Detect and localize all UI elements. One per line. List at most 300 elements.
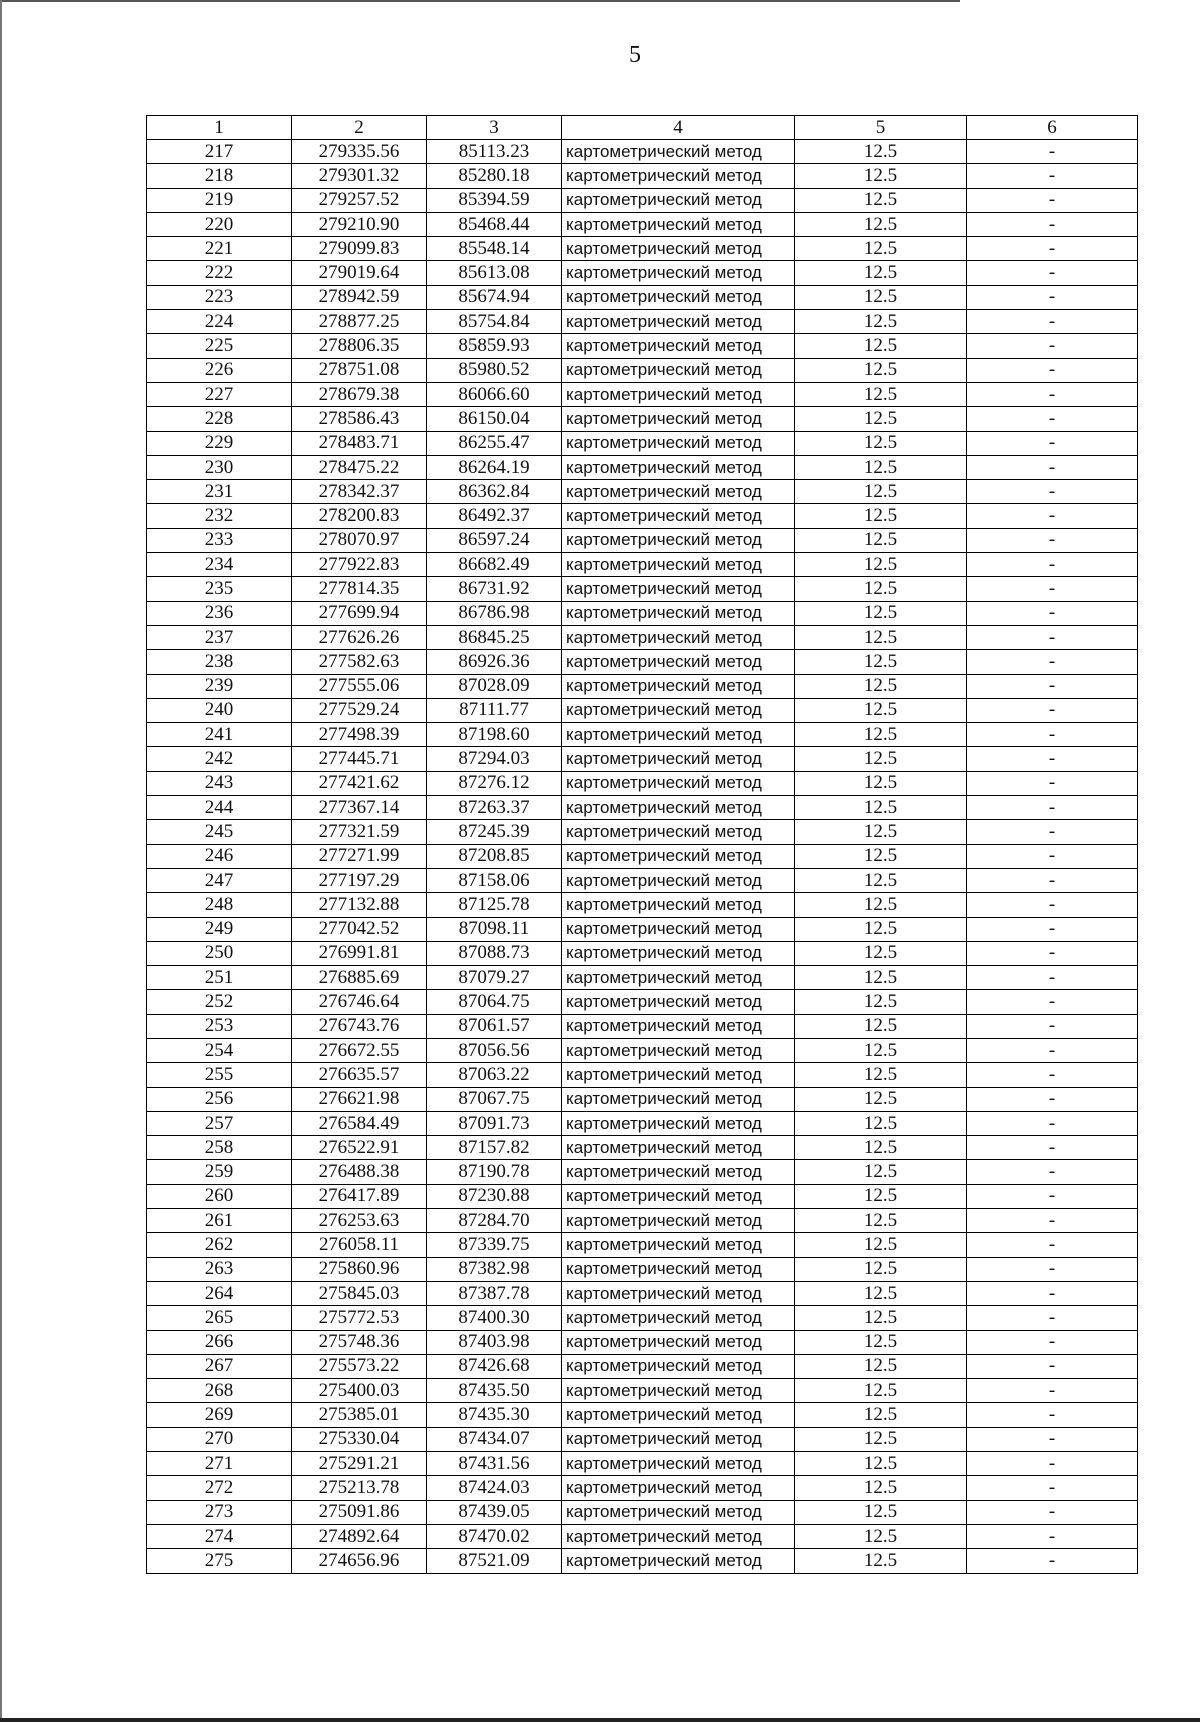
y-coordinate-cell: 86492.37 [427,504,562,528]
y-coordinate-cell: 87403.98 [427,1330,562,1354]
description-cell: - [967,504,1138,528]
method-cell: картометрический метод [562,188,795,212]
method-cell: картометрический метод [562,1281,795,1305]
table-row [147,650,1138,674]
accuracy-cell: 12.5 [795,917,967,941]
accuracy-cell: 12.5 [795,844,967,868]
point-number-cell: 267 [147,1354,292,1378]
column-header-3: 3 [427,116,562,140]
method-cell: картометрический метод [562,1500,795,1524]
point-number-cell: 230 [147,455,292,479]
table-row [147,528,1138,552]
accuracy-cell: 12.5 [795,261,967,285]
point-number-cell: 270 [147,1427,292,1451]
method-cell: картометрический метод [562,1403,795,1427]
y-coordinate-cell: 85468.44 [427,212,562,236]
description-cell: - [967,1038,1138,1062]
x-coordinate-cell: 276522.91 [292,1136,427,1160]
x-coordinate-cell: 276885.69 [292,966,427,990]
accuracy-cell: 12.5 [795,1379,967,1403]
description-cell: - [967,1257,1138,1281]
accuracy-cell: 12.5 [795,990,967,1014]
method-cell: картометрический метод [562,893,795,917]
accuracy-cell: 12.5 [795,698,967,722]
description-cell: - [967,261,1138,285]
method-cell: картометрический метод [562,431,795,455]
accuracy-cell: 12.5 [795,1476,967,1500]
accuracy-cell: 12.5 [795,358,967,382]
point-number-cell: 226 [147,358,292,382]
table-row [147,1233,1138,1257]
description-cell: - [967,990,1138,1014]
point-number-cell: 242 [147,747,292,771]
description-cell: - [967,1209,1138,1233]
method-cell: картометрический метод [562,1136,795,1160]
table-row [147,1281,1138,1305]
x-coordinate-cell: 276058.11 [292,1233,427,1257]
table-row [147,1087,1138,1111]
method-cell: картометрический метод [562,285,795,309]
point-number-cell: 229 [147,431,292,455]
description-cell: - [967,868,1138,892]
point-number-cell: 233 [147,528,292,552]
description-cell: - [967,844,1138,868]
x-coordinate-cell: 277626.26 [292,625,427,649]
description-cell: - [967,1452,1138,1476]
method-cell: картометрический метод [562,237,795,261]
table-row [147,747,1138,771]
x-coordinate-cell: 276991.81 [292,941,427,965]
point-number-cell: 227 [147,382,292,406]
accuracy-cell: 12.5 [795,674,967,698]
point-number-cell: 231 [147,480,292,504]
y-coordinate-cell: 85754.84 [427,310,562,334]
point-number-cell: 220 [147,212,292,236]
accuracy-cell: 12.5 [795,1549,967,1573]
point-number-cell: 253 [147,1014,292,1038]
y-coordinate-cell: 87434.07 [427,1427,562,1451]
accuracy-cell: 12.5 [795,1233,967,1257]
table-row [147,261,1138,285]
point-number-cell: 250 [147,941,292,965]
point-number-cell: 275 [147,1549,292,1573]
accuracy-cell: 12.5 [795,455,967,479]
x-coordinate-cell: 279210.90 [292,212,427,236]
x-coordinate-cell: 277445.71 [292,747,427,771]
table-row [147,674,1138,698]
x-coordinate-cell: 275400.03 [292,1379,427,1403]
x-coordinate-cell: 277814.35 [292,577,427,601]
point-number-cell: 272 [147,1476,292,1500]
accuracy-cell: 12.5 [795,553,967,577]
description-cell: - [967,1476,1138,1500]
method-cell: картометрический метод [562,1063,795,1087]
table-row [147,1403,1138,1427]
accuracy-cell: 12.5 [795,1524,967,1548]
table-row [147,455,1138,479]
x-coordinate-cell: 275748.36 [292,1330,427,1354]
y-coordinate-cell: 86255.47 [427,431,562,455]
page-number: 5 [629,42,641,68]
x-coordinate-cell: 277529.24 [292,698,427,722]
point-number-cell: 243 [147,771,292,795]
accuracy-cell: 12.5 [795,893,967,917]
accuracy-cell: 12.5 [795,140,967,164]
method-cell: картометрический метод [562,625,795,649]
description-cell: - [967,1306,1138,1330]
accuracy-cell: 12.5 [795,650,967,674]
x-coordinate-cell: 279257.52 [292,188,427,212]
description-cell: - [967,358,1138,382]
table-row [147,553,1138,577]
description-cell: - [967,1403,1138,1427]
point-number-cell: 240 [147,698,292,722]
point-number-cell: 268 [147,1379,292,1403]
accuracy-cell: 12.5 [795,407,967,431]
accuracy-cell: 12.5 [795,1087,967,1111]
description-cell: - [967,917,1138,941]
x-coordinate-cell: 275291.21 [292,1452,427,1476]
x-coordinate-cell: 277271.99 [292,844,427,868]
y-coordinate-cell: 87521.09 [427,1549,562,1573]
x-coordinate-cell: 278806.35 [292,334,427,358]
method-cell: картометрический метод [562,844,795,868]
y-coordinate-cell: 87400.30 [427,1306,562,1330]
point-number-cell: 259 [147,1160,292,1184]
method-cell: картометрический метод [562,941,795,965]
x-coordinate-cell: 275330.04 [292,1427,427,1451]
point-number-cell: 237 [147,625,292,649]
y-coordinate-cell: 85674.94 [427,285,562,309]
method-cell: картометрический метод [562,1354,795,1378]
point-number-cell: 239 [147,674,292,698]
accuracy-cell: 12.5 [795,1306,967,1330]
scan-edge-left [0,0,2,1722]
x-coordinate-cell: 279335.56 [292,140,427,164]
table-row [147,237,1138,261]
x-coordinate-cell: 275091.86 [292,1500,427,1524]
point-number-cell: 255 [147,1063,292,1087]
point-number-cell: 261 [147,1209,292,1233]
method-cell: картометрический метод [562,674,795,698]
x-coordinate-cell: 275772.53 [292,1306,427,1330]
method-cell: картометрический метод [562,528,795,552]
point-number-cell: 266 [147,1330,292,1354]
accuracy-cell: 12.5 [795,1500,967,1524]
point-number-cell: 235 [147,577,292,601]
accuracy-cell: 12.5 [795,382,967,406]
y-coordinate-cell: 87424.03 [427,1476,562,1500]
method-cell: картометрический метод [562,771,795,795]
point-number-cell: 236 [147,601,292,625]
x-coordinate-cell: 276635.57 [292,1063,427,1087]
scan-edge-bottom [0,1718,1200,1722]
description-cell: - [967,723,1138,747]
accuracy-cell: 12.5 [795,504,967,528]
x-coordinate-cell: 277042.52 [292,917,427,941]
accuracy-cell: 12.5 [795,868,967,892]
x-coordinate-cell: 276488.38 [292,1160,427,1184]
table-row [147,1209,1138,1233]
scan-edge-top [0,0,960,2]
description-cell: - [967,1063,1138,1087]
accuracy-cell: 12.5 [795,1111,967,1135]
y-coordinate-cell: 87431.56 [427,1452,562,1476]
description-cell: - [967,1184,1138,1208]
accuracy-cell: 12.5 [795,625,967,649]
accuracy-cell: 12.5 [795,1038,967,1062]
column-header-4: 4 [562,116,795,140]
description-cell: - [967,455,1138,479]
method-cell: картометрический метод [562,1549,795,1573]
description-cell: - [967,1160,1138,1184]
method-cell: картометрический метод [562,1014,795,1038]
description-cell: - [967,601,1138,625]
method-cell: картометрический метод [562,1209,795,1233]
accuracy-cell: 12.5 [795,1452,967,1476]
table-row [147,917,1138,941]
description-cell: - [967,625,1138,649]
description-cell: - [967,212,1138,236]
description-cell: - [967,553,1138,577]
x-coordinate-cell: 279019.64 [292,261,427,285]
method-cell: картометрический метод [562,990,795,1014]
description-cell: - [967,310,1138,334]
y-coordinate-cell: 87439.05 [427,1500,562,1524]
table-row [147,1257,1138,1281]
table-row [147,1038,1138,1062]
table-row [147,212,1138,236]
point-number-cell: 244 [147,796,292,820]
y-coordinate-cell: 87382.98 [427,1257,562,1281]
method-cell: картометрический метод [562,504,795,528]
description-cell: - [967,140,1138,164]
column-header-5: 5 [795,116,967,140]
y-coordinate-cell: 87061.57 [427,1014,562,1038]
table-row [147,188,1138,212]
x-coordinate-cell: 277367.14 [292,796,427,820]
accuracy-cell: 12.5 [795,747,967,771]
accuracy-cell: 12.5 [795,1281,967,1305]
x-coordinate-cell: 277582.63 [292,650,427,674]
y-coordinate-cell: 85613.08 [427,261,562,285]
table-row [147,1330,1138,1354]
method-cell: картометрический метод [562,1233,795,1257]
point-number-cell: 274 [147,1524,292,1548]
point-number-cell: 271 [147,1452,292,1476]
y-coordinate-cell: 87067.75 [427,1087,562,1111]
description-cell: - [967,1136,1138,1160]
x-coordinate-cell: 278942.59 [292,285,427,309]
table-row [147,941,1138,965]
point-number-cell: 273 [147,1500,292,1524]
point-number-cell: 265 [147,1306,292,1330]
method-cell: картометрический метод [562,1257,795,1281]
method-cell: картометрический метод [562,1184,795,1208]
description-cell: - [967,1233,1138,1257]
x-coordinate-cell: 278070.97 [292,528,427,552]
description-cell: - [967,747,1138,771]
table-row [147,480,1138,504]
y-coordinate-cell: 86786.98 [427,601,562,625]
x-coordinate-cell: 278877.25 [292,310,427,334]
y-coordinate-cell: 85280.18 [427,164,562,188]
y-coordinate-cell: 87387.78 [427,1281,562,1305]
description-cell: - [967,382,1138,406]
table-header-row [147,116,1138,140]
y-coordinate-cell: 86597.24 [427,528,562,552]
method-cell: картометрический метод [562,966,795,990]
method-cell: картометрический метод [562,650,795,674]
y-coordinate-cell: 86731.92 [427,577,562,601]
table-row [147,1184,1138,1208]
point-number-cell: 256 [147,1087,292,1111]
table-row [147,771,1138,795]
accuracy-cell: 12.5 [795,966,967,990]
y-coordinate-cell: 87435.30 [427,1403,562,1427]
table-row [147,382,1138,406]
accuracy-cell: 12.5 [795,941,967,965]
point-number-cell: 221 [147,237,292,261]
x-coordinate-cell: 277498.39 [292,723,427,747]
table-row [147,1549,1138,1573]
point-number-cell: 219 [147,188,292,212]
accuracy-cell: 12.5 [795,577,967,601]
accuracy-cell: 12.5 [795,431,967,455]
method-cell: картометрический метод [562,382,795,406]
point-number-cell: 225 [147,334,292,358]
method-cell: картометрический метод [562,868,795,892]
point-number-cell: 260 [147,1184,292,1208]
table-row [147,504,1138,528]
y-coordinate-cell: 87190.78 [427,1160,562,1184]
accuracy-cell: 12.5 [795,310,967,334]
accuracy-cell: 12.5 [795,334,967,358]
accuracy-cell: 12.5 [795,1160,967,1184]
method-cell: картометрический метод [562,1524,795,1548]
method-cell: картометрический метод [562,820,795,844]
point-number-cell: 228 [147,407,292,431]
x-coordinate-cell: 278342.37 [292,480,427,504]
description-cell: - [967,1427,1138,1451]
table-row [147,334,1138,358]
x-coordinate-cell: 277555.06 [292,674,427,698]
table-row [147,723,1138,747]
point-number-cell: 254 [147,1038,292,1062]
point-number-cell: 245 [147,820,292,844]
table-row [147,1524,1138,1548]
description-cell: - [967,893,1138,917]
accuracy-cell: 12.5 [795,188,967,212]
y-coordinate-cell: 86362.84 [427,480,562,504]
method-cell: картометрический метод [562,480,795,504]
description-cell: - [967,1549,1138,1573]
accuracy-cell: 12.5 [795,285,967,309]
table-row [147,1452,1138,1476]
accuracy-cell: 12.5 [795,1136,967,1160]
x-coordinate-cell: 277699.94 [292,601,427,625]
description-cell: - [967,650,1138,674]
y-coordinate-cell: 87079.27 [427,966,562,990]
x-coordinate-cell: 274892.64 [292,1524,427,1548]
y-coordinate-cell: 87284.70 [427,1209,562,1233]
method-cell: картометрический метод [562,164,795,188]
accuracy-cell: 12.5 [795,164,967,188]
y-coordinate-cell: 87198.60 [427,723,562,747]
description-cell: - [967,1111,1138,1135]
x-coordinate-cell: 277321.59 [292,820,427,844]
point-number-cell: 257 [147,1111,292,1135]
method-cell: картометрический метод [562,1160,795,1184]
table-row [147,625,1138,649]
x-coordinate-cell: 278586.43 [292,407,427,431]
description-cell: - [967,431,1138,455]
method-cell: картометрический метод [562,140,795,164]
point-number-cell: 262 [147,1233,292,1257]
method-cell: картометрический метод [562,1330,795,1354]
accuracy-cell: 12.5 [795,820,967,844]
description-cell: - [967,188,1138,212]
x-coordinate-cell: 276743.76 [292,1014,427,1038]
table-row [147,796,1138,820]
description-cell: - [967,1281,1138,1305]
point-number-cell: 264 [147,1281,292,1305]
x-coordinate-cell: 277421.62 [292,771,427,795]
x-coordinate-cell: 279099.83 [292,237,427,261]
x-coordinate-cell: 275860.96 [292,1257,427,1281]
y-coordinate-cell: 85394.59 [427,188,562,212]
description-cell: - [967,480,1138,504]
y-coordinate-cell: 87276.12 [427,771,562,795]
y-coordinate-cell: 87470.02 [427,1524,562,1548]
x-coordinate-cell: 278200.83 [292,504,427,528]
y-coordinate-cell: 86845.25 [427,625,562,649]
y-coordinate-cell: 87245.39 [427,820,562,844]
description-cell: - [967,577,1138,601]
method-cell: картометрический метод [562,310,795,334]
point-number-cell: 249 [147,917,292,941]
point-number-cell: 223 [147,285,292,309]
table-row [147,1427,1138,1451]
description-cell: - [967,1354,1138,1378]
y-coordinate-cell: 86926.36 [427,650,562,674]
table-row [147,1476,1138,1500]
x-coordinate-cell: 278679.38 [292,382,427,406]
point-number-cell: 224 [147,310,292,334]
y-coordinate-cell: 87111.77 [427,698,562,722]
description-cell: - [967,407,1138,431]
accuracy-cell: 12.5 [795,1209,967,1233]
description-cell: - [967,820,1138,844]
method-cell: картометрический метод [562,698,795,722]
x-coordinate-cell: 276584.49 [292,1111,427,1135]
y-coordinate-cell: 87063.22 [427,1063,562,1087]
accuracy-cell: 12.5 [795,212,967,236]
point-number-cell: 263 [147,1257,292,1281]
description-cell: - [967,941,1138,965]
accuracy-cell: 12.5 [795,723,967,747]
x-coordinate-cell: 275213.78 [292,1476,427,1500]
y-coordinate-cell: 87064.75 [427,990,562,1014]
method-cell: картометрический метод [562,577,795,601]
table-row [147,140,1138,164]
table-row [147,310,1138,334]
description-cell: - [967,771,1138,795]
accuracy-cell: 12.5 [795,237,967,261]
table-row [147,1063,1138,1087]
accuracy-cell: 12.5 [795,1403,967,1427]
y-coordinate-cell: 86066.60 [427,382,562,406]
